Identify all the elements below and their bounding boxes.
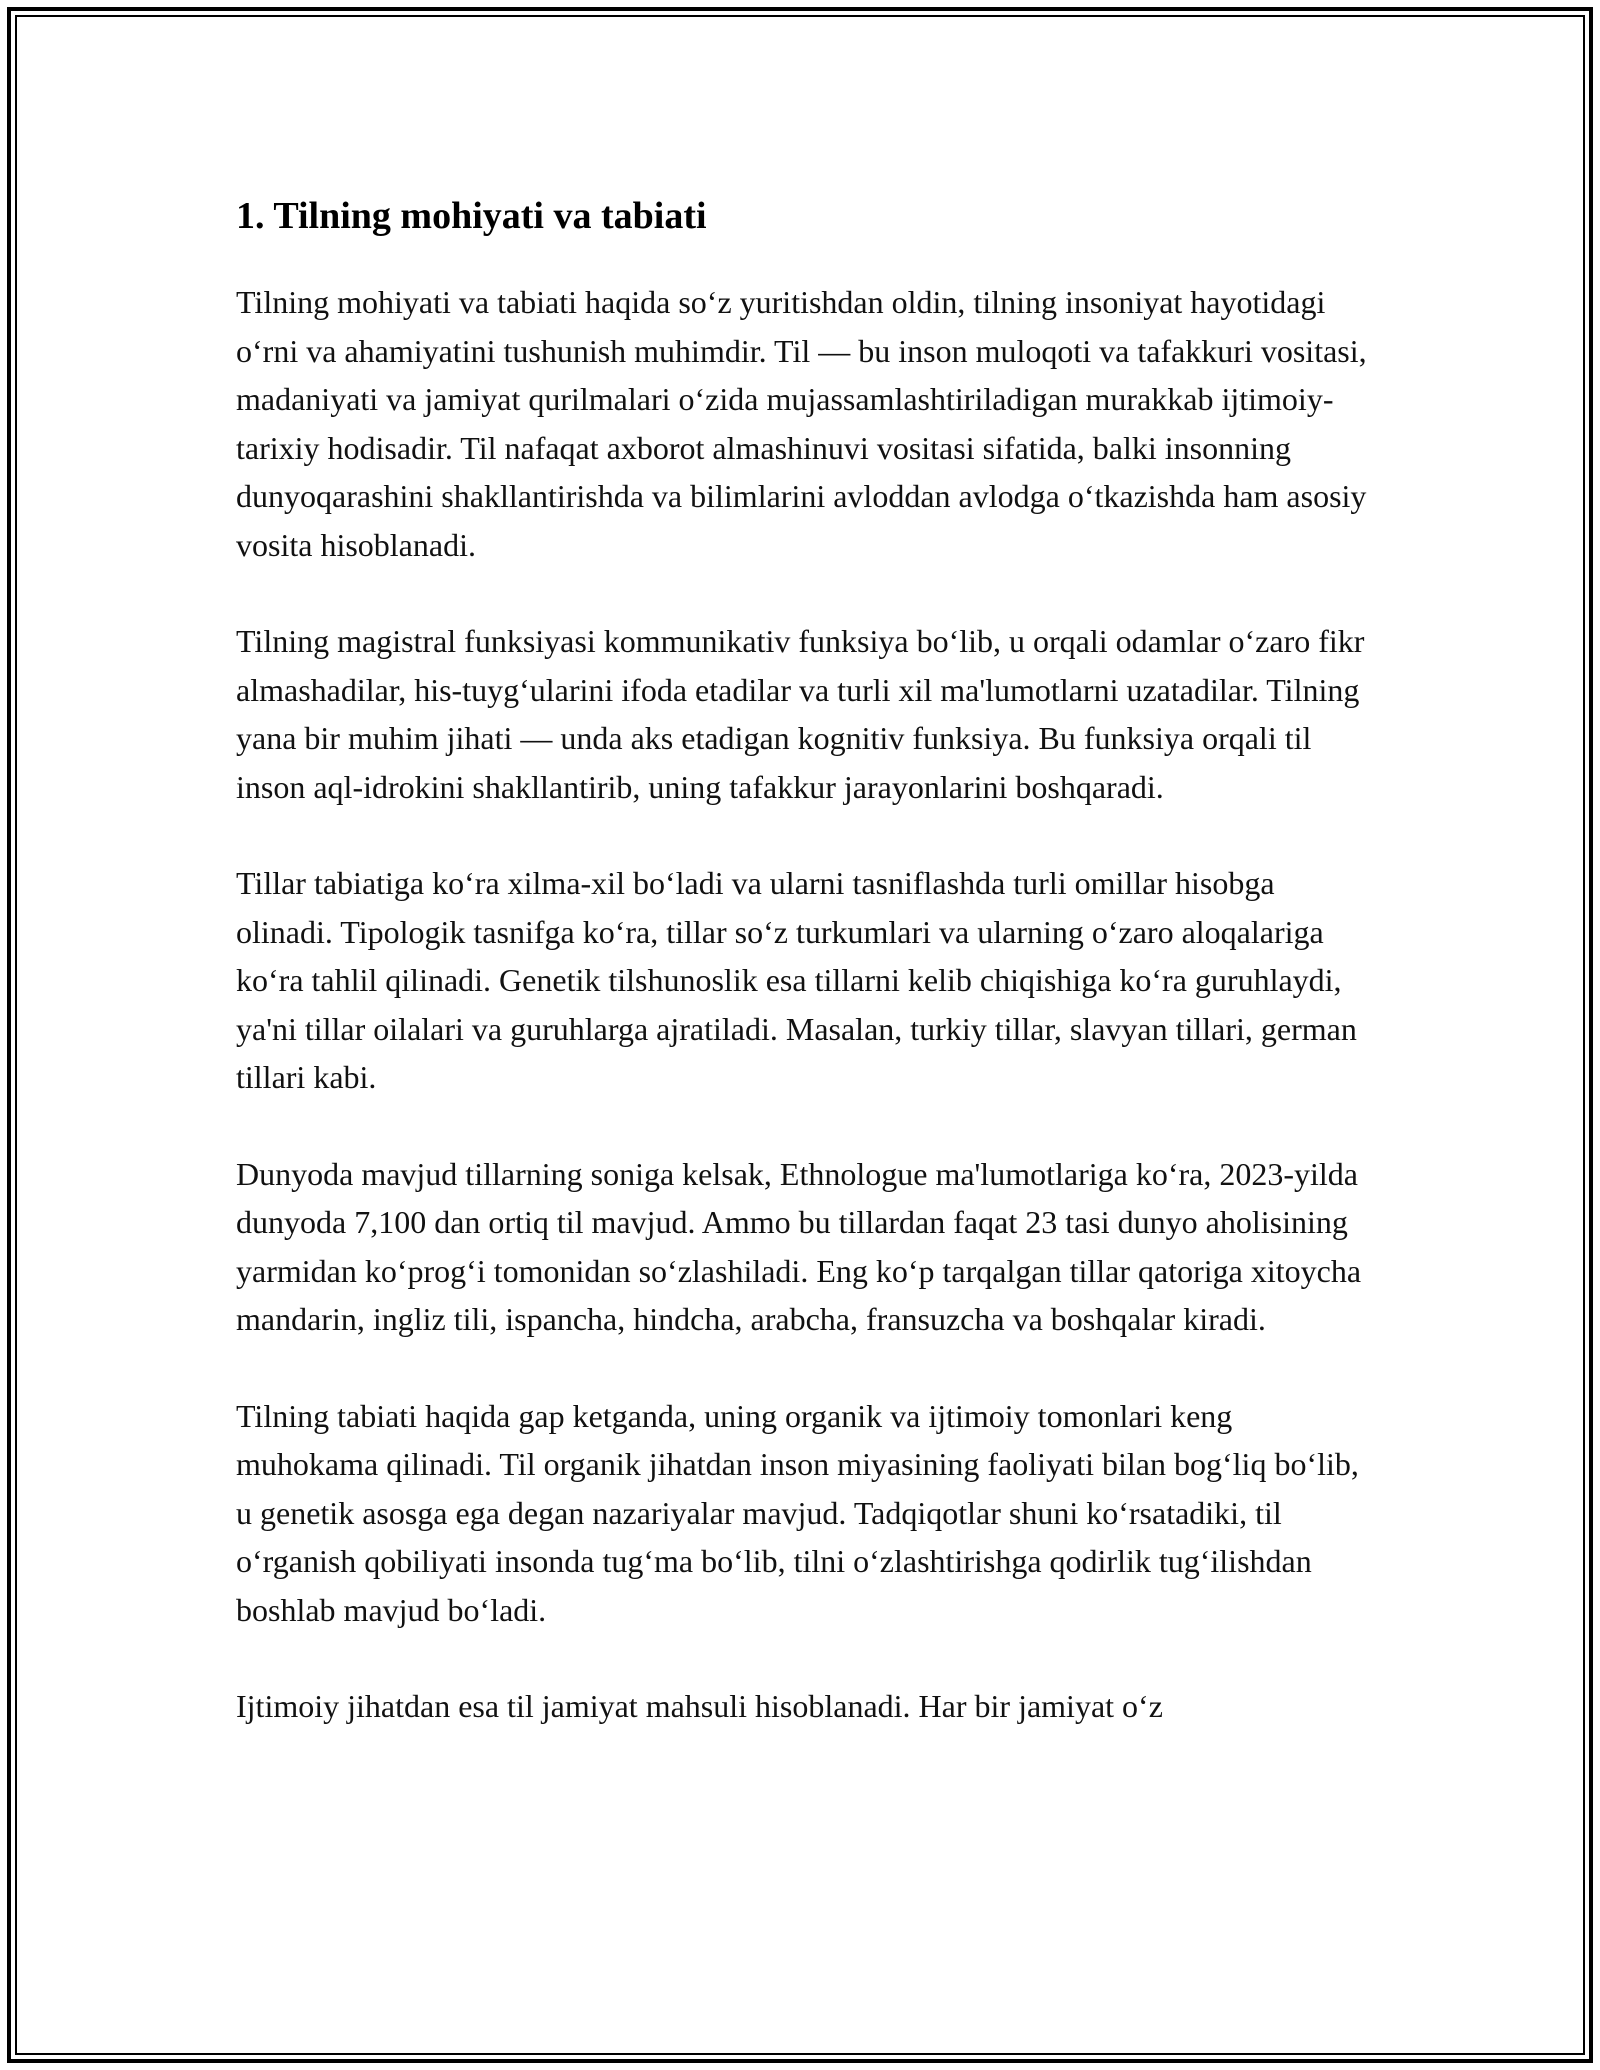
paragraph-world-languages: Dunyoda mavjud tillarning soniga kelsak, Ethnologue ma'lumotlariga ko‘ra, 2023-yilda dunyoda 7,100 dan ortiq til mavjud. Ammo bu tillardan faqat 23 tasi dunyo aholisining yarmidan ko‘prog‘i tomonidan so‘zlashiladi. Eng ko‘p tarqalgan tillar qatoriga xitoycha mandarin, ingliz tili, ispancha, hindcha, arabcha, fransuzcha va boshqalar kiradi. — [236, 1155, 1362, 1337]
paragraph-language-essence: Tilning mohiyati va tabiati haqida so‘z yuritishdan oldin, tilning insoniyat hayotidagi o‘rni va ahamiyatini tushunish muhimdir. Til — bu inson muloqoti va tafakkuri vositasi, madaniyati va jamiyat qurilmalari o‘zida mujassamlashtiriladigan murakkab ijtimoiy-tarixiy hodisadir. Til nafaqat axborot almashinuvi vositasi sifatida, balki insonning dunyoqarashini shakllantirishda va bilimlarini avloddan avlodga o‘tkazishda ham asosiy vosita hisoblanadi. — [236, 284, 1367, 563]
paragraph-communicative-function: Tilning magistral funksiyasi kommunikativ funksiya bo‘lib, u orqali odamlar o‘zaro fikr almashadilar, his-tuyg‘ularini ifoda etadilar va turli xil ma'lumotlarni uzatadilar. Tilning yana bir muhim jihati — unda aks etadigan kognitiv funksiya. Bu funksiya orqali til inson aql-idrokini shakllantirib, uning tafakkur jarayonlarini boshqaradi. — [236, 623, 1365, 805]
paragraph-organic-nature: Tilning tabiati haqida gap ketganda, uning organik va ijtimoiy tomonlari keng muhokama qilinadi. Til organik jihatdan inson miyasining faoliyati bilan bog‘liq bo‘lib, u genetik asosga ega degan nazariyalar mavjud. Tadqiqotlar shuni ko‘rsatadiki, til o‘rganish qobiliyati insonda tug‘ma bo‘lib, tilni o‘zlashtirishga qodirlik tug‘ilishdan boshlab mavjud bo‘ladi. — [236, 1397, 1359, 1628]
document-body — [236, 188, 1376, 1779]
section-heading: 1. Tilning mohiyati va tabiati — [236, 195, 707, 237]
paragraph-language-classification: Tillar tabiatiga ko‘ra xilma-xil bo‘ladi va ularni tasniflashda turli omillar hisobga olinadi. Tipologik tasnifga ko‘ra, tillar so‘z turkumlari va ularning o‘zaro aloqalariga ko‘ra tahlil qilinadi. Genetik tilshunoslik esa tillarni kelib chiqishiga ko‘ra guruhlaydi, ya'ni tillar oilalari va guruhlarga ajratiladi. Masalan, turkiy tillar, slavyan tillari, german tillari kabi. — [236, 865, 1357, 1095]
paragraph-social-nature: Ijtimoiy jihatdan esa til jamiyat mahsuli hisoblanadi. Har bir jamiyat o‘z — [236, 1688, 1163, 1724]
